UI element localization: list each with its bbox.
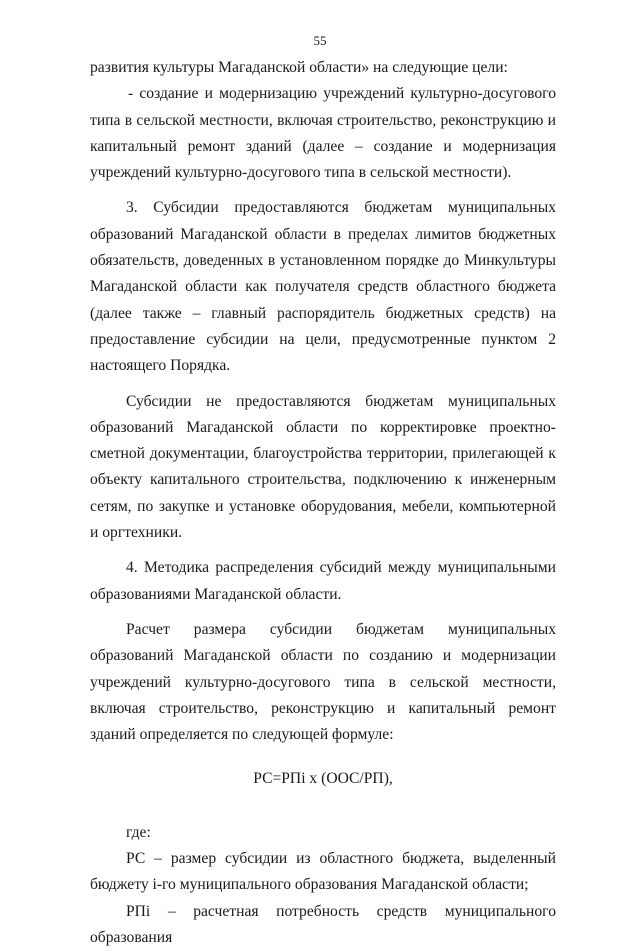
- paragraph-goal-item: - создание и модернизацию учреждений культурно-досугового типа в сельской местности, включая строительство, реконструкцию и капитальный ремонт зданий (далее – создание и модернизация учреждений культурно-досугового типа в сельской местности).: [90, 85, 556, 182]
- paragraph-subsidy-exclusions: Субсидии не предоставляются бюджетам муниципальных образований Магаданской области по корректировке проектно-сметной документации, благоустройства территории, прилегающей к объекту капитального строительства, подключению к инженерным сетям, по закупке и установке оборудования, мебели, компьютерной и оргтехники.: [90, 392, 556, 542]
- paragraph-clause-3: 3. Субсидии предоставляются бюджетам муниципальных образований Магаданской области в пределах лимитов бюджетных обязательств, доведенных в установленном порядке до Минкультуры Магаданской области как получателя средств областного бюджета (далее также – главный распорядитель бюджетных средств) на предоставление субсидии на цели, предусмотренные пунктом 2 настоящего Порядка.: [90, 199, 556, 375]
- formula: РС=РПi х (ООС/РП),: [253, 770, 393, 788]
- page-number: 55: [313, 33, 327, 48]
- paragraph-calculation: Расчет размера субсидии бюджетам муниципальных образований Магаданской области по созданию и модернизации учреждений культурно-досугового типа в сельской местности, включая строительство, реконструкцию и капитальный ремонт зданий определяется по следующей формуле:: [90, 620, 556, 744]
- paragraph-where: где:: [126, 823, 151, 841]
- document-body: [90, 55, 556, 951]
- paragraph-clause-4: 4. Методика распределения субсидий между муниципальными образованиями Магаданской области.: [90, 559, 556, 603]
- paragraph-definition-rs: РС – размер субсидии из областного бюджета, выделенный бюджету i-го муниципального образования Магаданской области;: [90, 850, 556, 894]
- paragraph-goals-intro: развития культуры Магаданской области» на следующие цели:: [90, 59, 508, 76]
- paragraph-definition-rpi: РПi – расчетная потребность средств муниципального образования: [90, 902, 556, 946]
